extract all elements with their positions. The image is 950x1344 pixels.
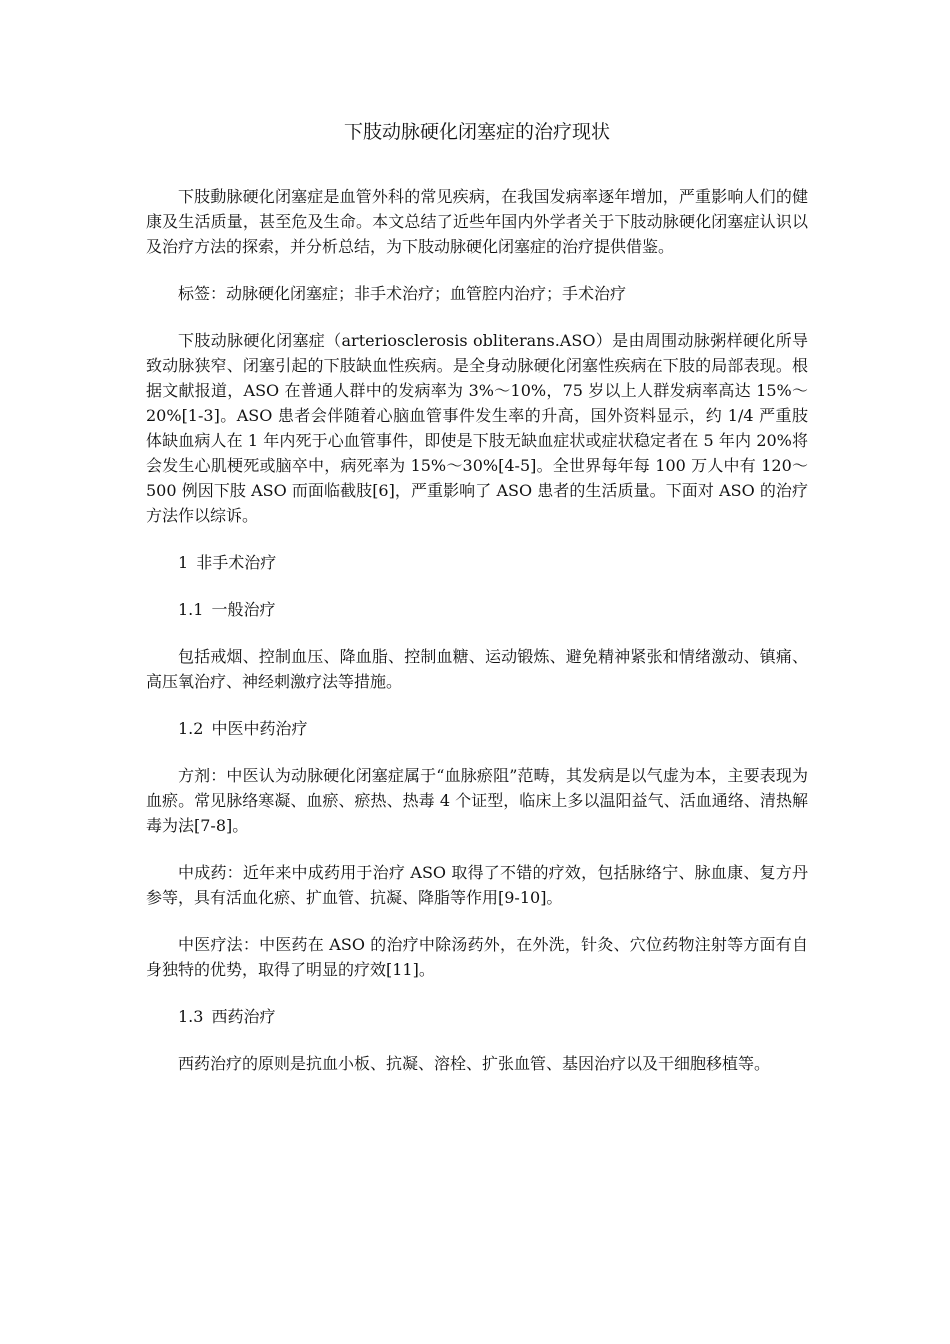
section-heading-1-3 (146, 1004, 808, 1029)
section-number: 1.3 (178, 1007, 204, 1026)
document-page (146, 118, 808, 1098)
section-title: 西药治疗 (211, 1007, 276, 1026)
section-number: 1 (178, 553, 189, 572)
general-treatment-paragraph: 包括戒烟、控制血压、降血脂、控制血糖、运动锻炼、避免精神紧张和情绪激动、镇痛、高压氧治疗、神经刺激疗法等措施。 (146, 647, 808, 691)
section-title: 一般治疗 (211, 600, 276, 619)
document-title: 下肢动脉硬化闭塞症的治疗现状 (343, 121, 610, 143)
section-number: 1.1 (178, 600, 204, 619)
section-heading-1 (146, 550, 808, 575)
western-treatment-paragraph: 西药治疗的原则是抗血小板、抗凝、溶栓、扩张血管、基因治疗以及干细胞移植等。 (178, 1054, 771, 1073)
intro-paragraph: 下肢动脉硬化闭塞症（arteriosclerosis obliterans.ASO）是由周围动脉粥样硬化所导致动脉狭窄、闭塞引起的下肢缺血性疾病。是全身动脉硬化闭塞性疾病在下肢的局部表现。根据文献报道，ASO 在普通人群中的发病率为 3%～10%，75 岁以上人群发病率高达 15%～20%[1-3]。ASO 患者会伴随着心脑血管事件发生率的升高，国外资料显示，约 1/4 严重肢体缺血病人在 1 年内死于心血管事件，即使是下肢无缺血症状或症状稳定者在 5 年内 20%将会发生心肌梗死或脑卒中，病死率为 15%～30%[4-5]。全世界每年每 100 万人中有 120～500 例因下肢 ASO 而面临截肢[6]，严重影响了 ASO 患者的生活质量。下面对 ASO 的治疗方法作以综诉。 (146, 331, 808, 525)
section-heading-1-2 (146, 716, 808, 741)
abstract-paragraph: 下肢動脉硬化闭塞症是血管外科的常见疾病，在我国发病率逐年增加，严重影响人们的健康及生活质量，甚至危及生命。本文总结了近些年国内外学者关于下肢动脉硬化闭塞症认识以及治疗方法的探索，并分析总结，为下肢动脉硬化闭塞症的治疗提供借鉴。 (146, 187, 808, 256)
section-heading-1-1 (146, 597, 808, 622)
section-title: 中医中药治疗 (211, 719, 308, 738)
section-title: 非手术治疗 (196, 553, 277, 572)
tcm-therapy-paragraph: 中医疗法：中医药在 ASO 的治疗中除汤药外，在外洗，针灸、穴位药物注射等方面有自身独特的优势，取得了明显的疗效[11]。 (146, 935, 808, 979)
tcm-patent-paragraph: 中成药：近年来中成药用于治疗 ASO 取得了不错的疗效，包括脉络宁、脉血康、复方丹参等，具有活血化瘀、扩血管、抗凝、降脂等作用[9-10]。 (146, 863, 808, 907)
tcm-formula-paragraph: 方剂：中医认为动脉硬化闭塞症属于“血脉瘀阻”范畴，其发病是以气虚为本，主要表现为血瘀。常见脉络寒凝、血瘀、瘀热、热毒 4 个证型，临床上多以温阳益气、活血通络、清热解毒为法[7-8]。 (146, 766, 808, 835)
keywords-paragraph: 标签：动脉硬化闭塞症；非手术治疗；血管腔内治疗；手术治疗 (178, 284, 627, 303)
section-number: 1.2 (178, 719, 204, 738)
